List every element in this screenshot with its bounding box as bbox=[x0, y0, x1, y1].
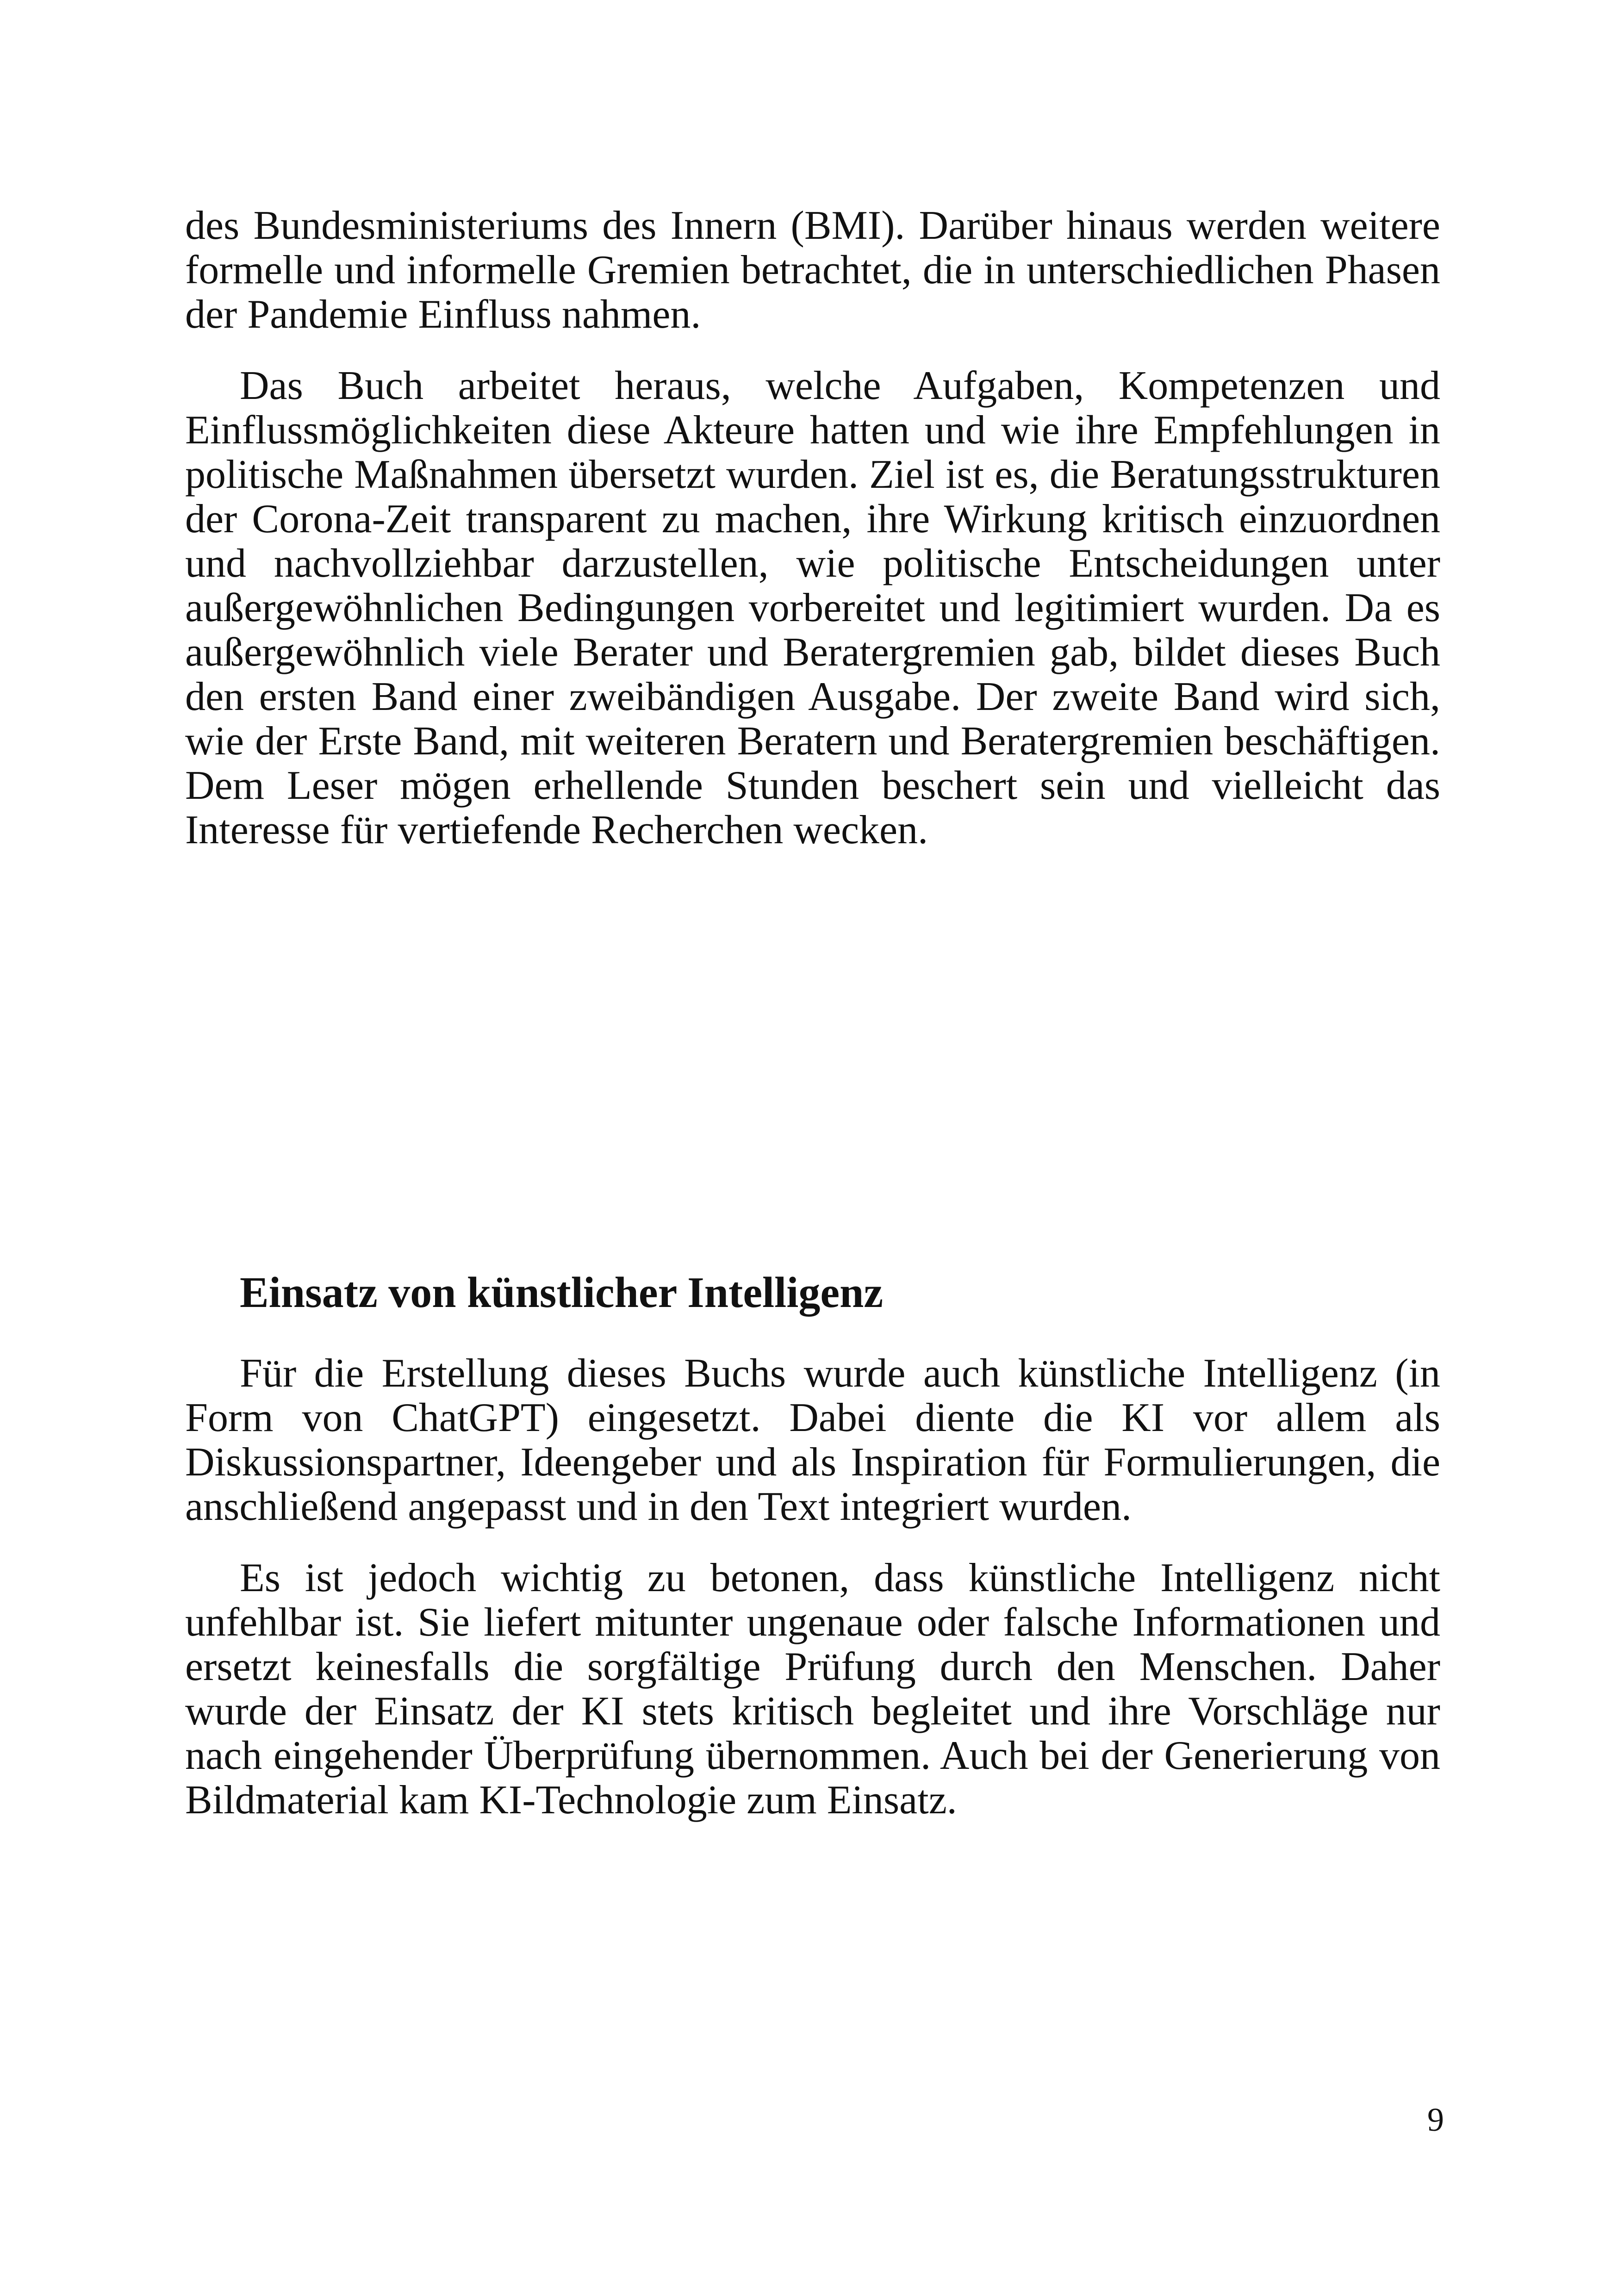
ki-section-heading-block bbox=[185, 1267, 1440, 1318]
section-heading-ki: Einsatz von künstlicher Intelligenz bbox=[240, 1269, 884, 1317]
ki-paragraph-usage: Für die Erstellung dieses Buchs wurde auch künstliche Intelligenz (in Form von ChatGPT) eingesetzt. Dabei diente die KI vor allem als Diskussionspartner, Ideengeber und als Inspiration für Formulierungen, die anschließend angepasst und in den Text integriert wurden. bbox=[185, 1351, 1440, 1529]
intro-text-block bbox=[185, 204, 1440, 852]
intro-paragraph-continued: des Bundesministeriums des Innern (BMI). Darüber hinaus werden weitere formelle und informelle Gremien betrachtet, die in unterschiedlichen Phasen der Pandemie Einfluss nahmen. bbox=[185, 203, 1440, 337]
intro-paragraph-book-purpose: Das Buch arbeitet heraus, welche Aufgaben, Kompetenzen und Einflussmöglichkeiten diese Akteure hatten und wie ihre Empfehlungen in politische Maßnahmen übersetzt wurden. Ziel ist es, die Beratungsstrukturen der Corona-Zeit transparent zu machen, ihre Wirkung kritisch einzuordnen und nachvollziehbar darzustellen, wie politische Entscheidungen unter außergewöhnlichen Bedingungen vorbereitet und legitimiert wurden. Da es außergewöhnlich viele Berater und Beratergremien gab, bildet dieses Buch den ersten Band einer zweibändigen Ausgabe. Der zweite Band wird sich, wie der Erste Band, mit weiteren Beratern und Beratergremien beschäftigen. Dem Leser mögen erhellende Stunden beschert sein und vielleicht das Interesse für vertiefende Recherchen wecken. bbox=[185, 363, 1440, 852]
paragraph-spacer bbox=[185, 1529, 1440, 1556]
page-number: 9 bbox=[1427, 2101, 1444, 2138]
ki-section-body bbox=[185, 1351, 1440, 1823]
ki-paragraph-caution: Es ist jedoch wichtig zu betonen, dass künstliche Intelligenz nicht unfehlbar ist. Sie liefert mitunter ungenaue oder falsche Informationen und ersetzt keinesfalls die sorgfältige Prüfung durch den Menschen. Daher wurde der Einsatz der KI stets kritisch begleitet und ihre Vorschläge nur nach eingehender Überprüfung übernommen. Auch bei der Generierung von Bildmaterial kam KI-Technologie zum Einsatz. bbox=[185, 1556, 1440, 1823]
paragraph-spacer bbox=[185, 337, 1440, 364]
